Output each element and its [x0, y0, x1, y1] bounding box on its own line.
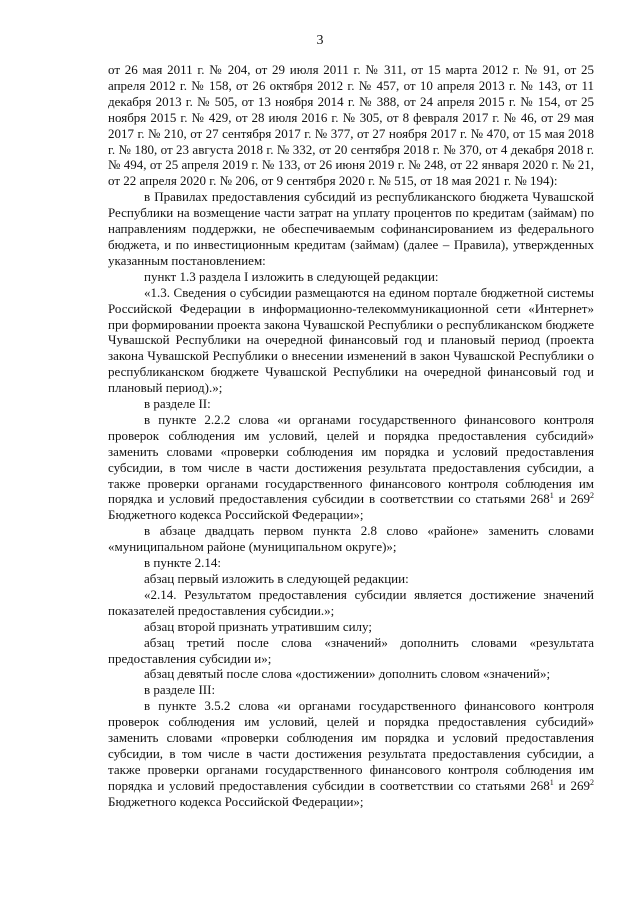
paragraph-point-2-2-2-end: Бюджетного кодекса Российской Федерации»; [108, 507, 364, 523]
paragraph-point-2-2-2-mid: и 269 [553, 491, 590, 507]
paragraph-point-2-8: в абзаце двадцать первом пункта 2.8 слово «районе» заменить словами «муниципальном районе (муниципальном округе)»; [108, 523, 594, 555]
page-number: 3 [316, 33, 324, 48]
paragraph-abzac-9: абзац девятый после слова «достижении» дополнить словом «значений»; [144, 666, 551, 682]
paragraph-point-3-5-2-mid: и 269 [553, 777, 590, 793]
superscript-2: 2 [589, 491, 594, 501]
superscript-1: 1 [549, 777, 554, 787]
superscript-1: 1 [549, 491, 554, 501]
paragraph-point-2-2-2-text: в пункте 2.2.2 слова «и органами государственного финансового контроля проверок соблюдения им условий, целей и порядка предоставления субсидий» заменить словами «проверки соблюдения им порядка и условий предоставления субсидии, в том числе в части достижения результата предоставления субсидии, а также проверки органами государственного финансового контроля соблюдения им порядка и условий предоставления субсидии в соответствии со статьями 268 [108, 411, 594, 507]
paragraph-rules-intro: в Правилах предоставления субсидий из республиканского бюджета Чувашской Республики на возмещение части затрат на уплату процентов по кредитам (займам) по направлениям поддержки, не обеспечиваемым софинансированием из федерального бюджета, и по инвестиционным кредитам (займам) (далее – Правила), утвержденных указанным постановлением: [108, 189, 594, 268]
paragraph-point-3-5-2-end: Бюджетного кодекса Российской Федерации»; [108, 793, 364, 809]
paragraph-abzac-2: абзац второй признать утратившим силу; [144, 618, 372, 634]
paragraph-abzac-3: абзац третий после слова «значений» дополнить словами «результата предоставления субсидии и»; [108, 634, 594, 666]
paragraph-section-3: в разделе III: [144, 682, 216, 698]
paragraph-point-3-5-2-text: в пункте 3.5.2 слова «и органами государственного финансового контроля проверок соблюдения им условий, целей и порядка предоставления субсидий» заменить словами «проверки соблюдения им порядка и условий предоставления субсидии, в том числе в части достижения результата предоставления субсидии, а также проверки органами государственного финансового контроля соблюдения им порядка и условий предоставления субсидии в соответствии со статьями 268 [108, 698, 594, 793]
superscript-2: 2 [589, 777, 594, 787]
paragraph-amendments-list: от 26 мая 2011 г. № 204, от 29 июля 2011 г. № 311, от 15 марта 2012 г. № 91, от 25 апреля 2012 г. № 158, от 26 октября 2012 г. № 457, от 10 апреля 2013 г. № 143, от 11 декабря 2013 г. № 505, от 13 ноября 2014 г. № 388, от 24 апреля 2015 г. № 154, от 25 ноября 2015 г. № 429, от 28 июля 2016 г. № 305, от 8 февраля 2017 г. № 46, от 29 мая 2017 г. № 210, от 27 сентября 2017 г. № 377, от 27 ноября 2017 г. № 470, от 15 мая 2018 г. № 180, от 23 августа 2018 г. № 332, от 20 сентября 2018 г. № 370, от 4 декабря 2018 г. № 494, от 25 апреля 2019 г. № 133, от 26 июня 2019 г. № 248, от 22 января 2020 г. № 21, от 22 апреля 2020 г. № 206, от 9 сентября 2020 г. № 515, от 18 мая 2021 г. № 194): [108, 62, 594, 189]
paragraph-section-2: в разделе II: [144, 396, 211, 412]
paragraph-abzac-1: абзац первый изложить в следующей редакции: [144, 571, 409, 586]
paragraph-point-2-14: в пункте 2.14: [144, 555, 222, 571]
paragraph-point-1-3-text: «1.3. Сведения о субсидии размещаются на едином портале бюджетной системы Российской Федерации в информационно-телекоммуникационной сети «Интернет» при формировании проекта закона Чувашской Республики о республиканском бюджете Чувашской Республики на очередной финансовый год и плановый период (проекта закона Чувашской Республики о внесении изменений в закон Чувашской Республики о республиканском бюджете Чувашской Республики на очередной финансовый год и плановый период).»; [108, 284, 594, 396]
document-body [108, 62, 594, 810]
paragraph-point-2-2-2 [108, 412, 594, 523]
paragraph-point-1-3: пункт 1.3 раздела I изложить в следующей редакции: [144, 268, 439, 284]
paragraph-point-3-5-2 [108, 698, 594, 809]
paragraph-point-2-14-text: «2.14. Результатом предоставления субсидии является достижение значений показателей предоставления субсидии.»; [108, 586, 594, 618]
